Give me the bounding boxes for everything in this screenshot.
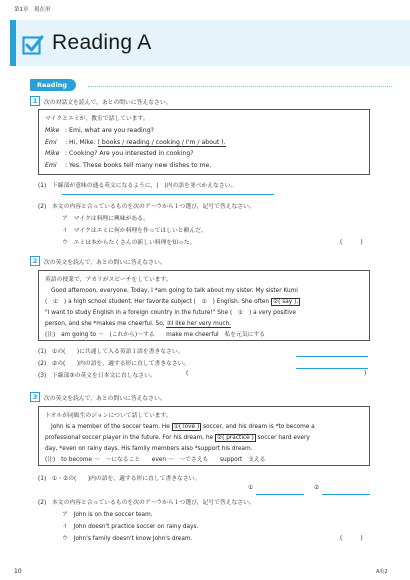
speaker: Emi [45, 138, 57, 146]
passage-text: person, and she *makes me cheerful. So, [45, 321, 167, 327]
speaker: Emi [45, 161, 57, 169]
passage-text: professional soccer player in the future. For his dream, he [45, 435, 215, 441]
option-text: エミは本からたくさんの新しい料理を知った。 [73, 240, 196, 246]
sub-question: (2) 本文の内容と合っているものを次のア〜ウから１つ選び，記号で答えなさい。 [38, 500, 255, 506]
chapter-label: 第1章 現在形 [14, 7, 51, 13]
question-instruction: 次の対話文を読んで，あとの問いに答えなさい。 [44, 100, 172, 106]
passage-line [45, 319, 363, 330]
answer-paren-open[interactable]: ( [186, 370, 189, 377]
box-intro: トオルが同級生のジョンについて話しています。 [45, 413, 172, 419]
answer-option [62, 213, 149, 222]
answer-line[interactable] [296, 356, 368, 357]
sub-question: (3) 下線部③の英文を日本文に直しなさい。 [38, 373, 156, 379]
option-mark: ア [62, 512, 68, 518]
target-word: ②( say ), [272, 299, 299, 305]
option-mark: イ [62, 228, 68, 234]
answer-option [62, 521, 198, 530]
answer-line[interactable] [322, 494, 370, 495]
answer-line[interactable] [296, 368, 368, 369]
section-label: Reading [30, 79, 76, 91]
option-text: John's family doesn't know John's dream. [73, 536, 193, 542]
question-number: 1 [30, 96, 40, 106]
sub-question: (1) ①の( )に共通して入る英語１語を書きなさい。 [38, 349, 184, 355]
answer-label-2: ② [314, 485, 320, 491]
answer-option [62, 237, 195, 246]
answer-line[interactable] [256, 494, 304, 495]
passage-box [38, 270, 370, 341]
answer-paren[interactable]: ( ) [340, 239, 363, 246]
box-intro: 英語の授業で，アカリがスピーチをしています。 [45, 277, 172, 283]
dialogue-line [45, 137, 363, 149]
dialogue-line [45, 125, 363, 137]
box-intro: マイクとエミが，教室で話しています。 [45, 116, 149, 122]
utterance: : Emi, what are you reading? [65, 127, 154, 134]
answer-paren-close[interactable]: ) [364, 370, 367, 377]
sub-question: (1) ①・②の( )内の語を，適する形に直して書きなさい。 [38, 476, 201, 482]
answer-paren[interactable]: ( ) [340, 535, 363, 542]
answer-option [62, 509, 153, 518]
option-mark: ア [62, 216, 68, 222]
speaker: Mike [45, 127, 60, 134]
answer-line[interactable] [62, 194, 274, 195]
option-text: マイクは料理に興味がある。 [73, 216, 149, 222]
option-text: John doesn't practice soccer on rainy days. [73, 524, 199, 530]
passage-note: (注) to become ～ ～になること even ～ ～でさえも support 支える [45, 457, 266, 463]
answer-label-1: ① [248, 485, 254, 491]
utterance: : Yes. These books tell many new dishes to me. [65, 161, 212, 169]
passage-line [45, 297, 363, 308]
option-text: John is on the soccer team. [73, 512, 153, 518]
passage-text: John is a member of the soccer team. He [51, 424, 172, 430]
scrambled-phrase: ( books / reading / cooking / I'm / about ). [97, 138, 226, 146]
passage-text: ( ① ) a high school student. Her favorite subject ( ① ) English. She often [45, 299, 271, 305]
checkbox-icon [22, 34, 44, 56]
option-text: マイクはエミに何か料理を作ってほしいと頼んだ。 [73, 228, 207, 234]
page-title: Reading A [52, 31, 152, 54]
option-mark: イ [62, 524, 68, 530]
utterance: : Hi, Mike. [65, 138, 96, 146]
passage-line: Good afternoon, everyone. Today, I *am going to talk about my sister. My sister Kumi [51, 288, 298, 294]
passage-box [38, 406, 370, 466]
target-word: ②( practice ) [216, 435, 254, 441]
underlined-sentence: ③I like her very much. [166, 321, 232, 327]
question-instruction: 次の英文を読んで，あとの問いに答えなさい。 [44, 396, 166, 402]
utterance: : Cooking? Are you interested in cooking? [65, 150, 194, 157]
sub-question: (1) 下線部が意味の通る英文になるように，( )内の語を並べかえなさい。 [38, 183, 237, 189]
question-number: 3 [30, 392, 40, 402]
footer-code: A英2 [376, 569, 388, 575]
passage-line [45, 433, 363, 444]
option-mark: ウ [62, 536, 68, 542]
page-number: 10 [14, 568, 22, 575]
sub-question: (2) 本文の内容と合っているものを次のア〜ウから１つ選び，記号で答えなさい。 [38, 204, 255, 210]
question-number: 2 [30, 256, 40, 266]
answer-option [62, 225, 207, 234]
passage-line: "I want to study English in a foreign country in the future!" She ( ① ) a very positive [45, 310, 296, 316]
section-divider [88, 86, 392, 87]
dialogue-box [38, 109, 370, 175]
passage-note: (注) am going to ～ (これから)～する make me cheerful 私を元気にする [45, 332, 266, 338]
question-instruction: 次の英文を読んで，あとの問いに答えなさい。 [44, 260, 166, 266]
target-word: ①( love ) [173, 424, 200, 430]
option-mark: ウ [62, 240, 68, 246]
passage-text: soccer hard every [255, 435, 310, 441]
dialogue-line [45, 148, 363, 160]
passage-text: soccer, and his dream is *to become a [201, 424, 315, 430]
passage-line: day, *even on rainy days. His family members also *support his dream. [45, 446, 253, 452]
passage-line [45, 422, 363, 433]
speaker: Mike [45, 150, 60, 157]
dialogue-line [45, 160, 363, 172]
answer-option [62, 533, 192, 542]
sub-question: (2) ②の( )内の語を，適する形に直して書きなさい。 [38, 361, 190, 367]
